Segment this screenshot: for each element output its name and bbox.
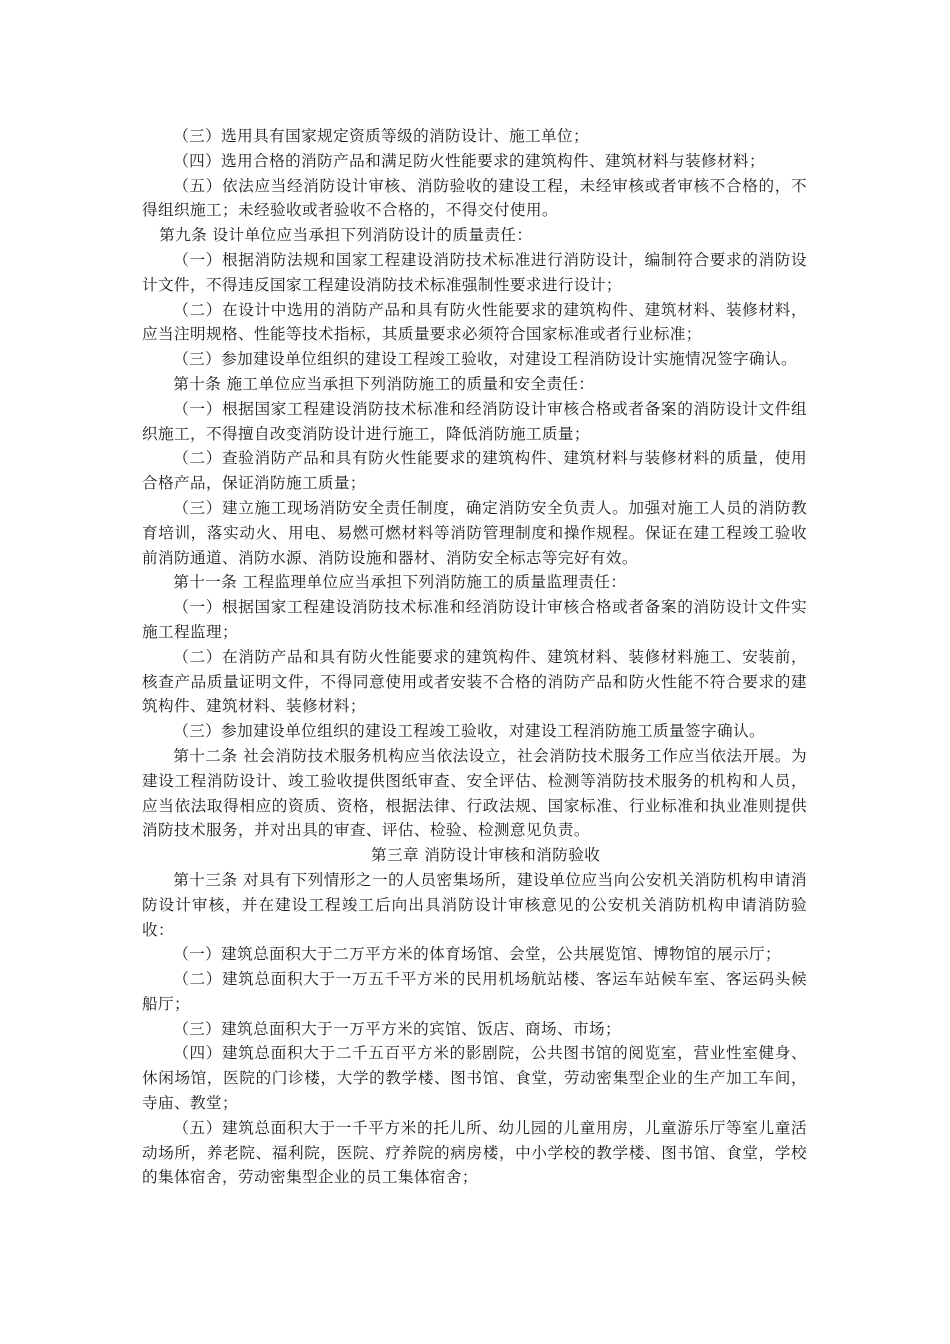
- article-12-text: 第十二条 社会消防技术服务机构应当依法设立，社会消防技术服务工作应当依法开展。为建设工程消防设计、竣工验收提供图纸审查、安全评估、检测等消防技术服务的机构和人员，应当依法取得相应的资质、资格，根据法律、行政法规、国家标准、行业标准和执业准则提供消防技术服务，并对出具的审查、评估、检验、检测意见负责。: [142, 746, 807, 840]
- article-9-item-1: （一）根据消防法规和国家工程建设消防技术标准进行消防设计，编制符合要求的消防设计文件，不得违反国家工程建设消防技术标准强制性要求进行设计；: [142, 250, 807, 294]
- article-10-item-3: （三）建立施工现场消防安全责任制度，确定消防安全负责人。加强对施工人员的消防教育培训，落实动火、用电、易燃可燃材料等消防管理制度和操作规程。保证在建工程竣工验收前消防通道、消防水源、消防设施和器材、消防安全标志等完好有效。: [142, 498, 807, 567]
- article-13-item-3: （三）建筑总面积大于一万平方米的宾馆、饭店、商场、市场；: [173, 1019, 622, 1038]
- article-9-item-2: （二）在设计中选用的消防产品和具有防火性能要求的建筑构件、建筑材料、装修材料，应当注明规格、性能等技术指标，其质量要求必须符合国家标准或者行业标准；: [142, 300, 807, 344]
- paragraph-item-4: （四）选用合格的消防产品和满足防火性能要求的建筑构件、建筑材料与装修材料；: [173, 151, 765, 170]
- article-9-item-3: （三）参加建设单位组织的建设工程竣工验收，对建设工程消防设计实施情况签字确认。: [173, 350, 797, 369]
- article-13-item-2: （二）建筑总面积大于一万五千平方米的民用机场航站楼、客运车站候车室、客运码头候船厅；: [142, 970, 807, 1013]
- article-11-item-1: （一）根据国家工程建设消防技术标准和经消防设计审核合格或者备案的消防设计文件实施工程监理；: [142, 598, 807, 641]
- article-11-item-2: （二）在消防产品和具有防火性能要求的建筑构件、建筑材料、装修材料施工、安装前，核查产品质量证明文件，不得同意使用或者安装不合格的消防产品和防火性能不符合要求的建筑构件、建筑材料、装修材料；: [142, 647, 807, 716]
- article-10-heading: 第十条 施工单位应当承担下列消防施工的质量和安全责任：: [173, 374, 595, 393]
- paragraph-item-3: （三）选用具有国家规定资质等级的消防设计、施工单位；: [173, 127, 590, 145]
- article-11-item-3: （三）参加建设单位组织的建设工程竣工验收，对建设工程消防施工质量签字确认。: [173, 722, 765, 741]
- article-13-item-4: （四）建筑总面积大于二千五百平方米的影剧院，公共图书馆的阅览室，营业性室健身、休闲场馆，医院的门诊楼，大学的教学楼、图书馆、食堂，劳动密集型企业的生产加工车间，寺庙、教堂；: [142, 1044, 807, 1113]
- article-13-item-1: （一）建筑总面积大于二万平方米的体育场馆、会堂，公共展览馆、博物馆的展示厅；: [173, 945, 781, 964]
- document-body: [142, 124, 807, 1190]
- article-13-item-5: （五）建筑总面积大于一千平方米的托儿所、幼儿园的儿童用房，儿童游乐厅等室儿童活动场所，养老院、福利院，医院、疗养院的病房楼，中小学校的教学楼、图书馆、食堂，学校的集体宿舍，劳动密集型企业的员工集体宿舍；: [142, 1118, 807, 1187]
- paragraph-item-5: （五）依法应当经消防设计审核、消防验收的建设工程，未经审核或者审核不合格的，不得组织施工；未经验收或者验收不合格的，不得交付使用。: [142, 176, 807, 220]
- article-10-item-1: （一）根据国家工程建设消防技术标准和经消防设计审核合格或者备案的消防设计文件组织施工，不得擅自改变消防设计进行施工，降低消防施工质量；: [142, 399, 807, 443]
- article-9-heading: 第九条 设计单位应当承担下列消防设计的质量责任：: [159, 226, 533, 245]
- article-10-item-2: （二）查验消防产品和具有防火性能要求的建筑构件、建筑材料与装修材料的质量，使用合格产品，保证消防施工质量；: [142, 449, 807, 493]
- article-11-heading: 第十一条 工程监理单位应当承担下列消防施工的质量监理责任：: [173, 573, 627, 592]
- chapter-3-title: 第三章 消防设计审核和消防验收: [371, 846, 601, 865]
- article-13-heading: 第十三条 对具有下列情形之一的人员密集场所，建设单位应当向公安机关消防机构申请消防设计审核，并在建设工程竣工后向出具消防设计审核意见的公安机关消防机构申请消防验收：: [142, 870, 807, 939]
